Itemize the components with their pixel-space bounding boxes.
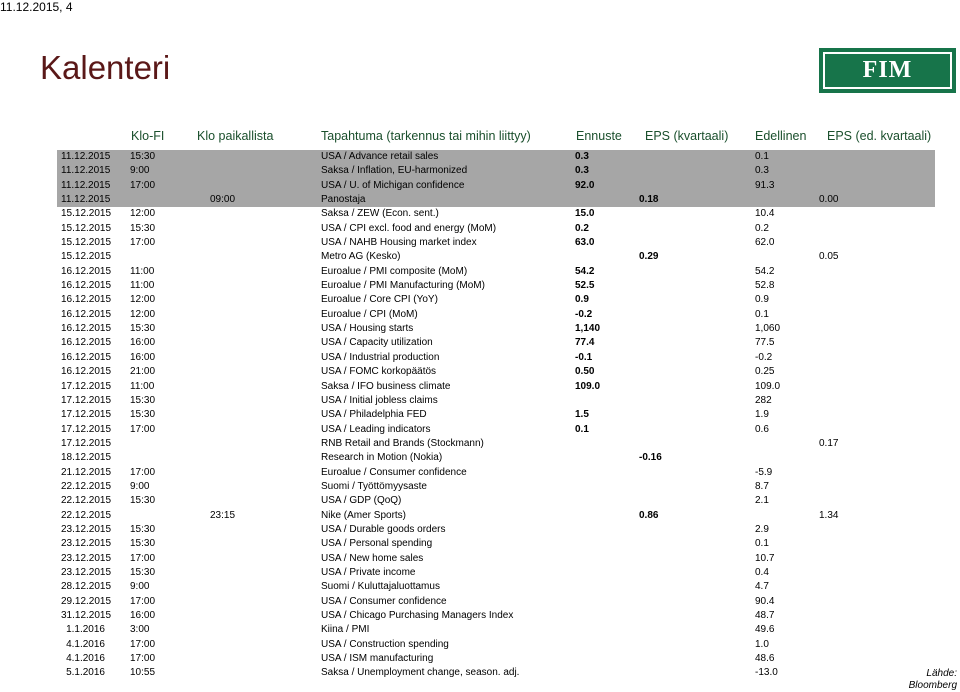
row-event: USA / Housing starts [321,323,414,335]
row-date: 17.12.2015 [61,394,112,406]
row-previous: 90.4 [755,595,775,607]
row-time-fi: 11:00 [130,380,155,392]
header-klo-local: Klo paikallista [197,129,274,143]
row-date: 17.12.2015 [61,437,112,449]
row-previous: 0.9 [755,294,769,306]
row-time-fi: 16:00 [130,337,156,349]
header-eps-prev: EPS (ed. kvartaali) [827,129,932,143]
report-date-tag: 11.12.2015, 4 [0,0,73,14]
table-row [57,638,935,652]
row-forecast: 1.5 [575,409,589,421]
row-previous: 282 [755,394,772,406]
row-date: 21.12.2015 [61,466,112,478]
row-time-fi: 17:00 [130,653,156,665]
row-previous: 52.8 [755,280,775,292]
row-forecast: 1,140 [575,323,601,335]
row-previous: 2.1 [755,495,769,507]
row-event: USA / Advance retail sales [321,151,439,162]
row-forecast: 63.0 [575,237,595,249]
row-time-fi: 10:55 [130,667,156,679]
row-event: USA / Durable goods orders [321,523,446,535]
row-date: 29.12.2015 [61,595,112,607]
row-date: 16.12.2015 [61,351,112,363]
row-event: USA / Leading indicators [321,423,431,435]
row-event: USA / GDP (QoQ) [321,495,402,507]
source-label: Lähde: [926,668,957,679]
row-previous: 1.9 [755,409,769,421]
row-event: Metro AG (Kesko) [321,251,401,263]
table-row [57,365,935,379]
table-row [57,265,935,279]
row-previous: 0.25 [755,366,775,378]
row-time-fi: 17:00 [130,638,156,650]
header-previous: Edellinen [755,129,807,143]
row-event: USA / Chicago Purchasing Managers Index [321,610,514,621]
row-time-fi: 17:00 [130,552,156,564]
row-event: USA / U. of Michigan confidence [321,179,465,191]
row-event: Saksa / Unemployment change, season. adj. [321,667,520,679]
row-previous: 109.0 [755,380,781,392]
row-time-fi: 15:30 [130,394,156,406]
table-row [57,580,935,594]
table-header [0,128,960,144]
row-date: 16.12.2015 [61,366,112,378]
row-previous: 10.4 [755,208,775,220]
row-previous: 0.3 [755,165,769,177]
row-forecast: 0.2 [575,222,589,234]
row-date: 17.12.2015 [61,380,112,392]
row-eps: -0.16 [639,452,662,464]
row-event: USA / Philadelphia FED [321,409,427,421]
table-row [57,423,935,437]
table-row [57,250,935,264]
row-forecast: 77.4 [575,337,595,349]
row-event: USA / Industrial production [321,351,440,363]
row-time-local: 23:15 [210,509,236,521]
row-forecast: 109.0 [575,380,601,392]
row-previous: 48.7 [755,610,775,621]
row-time-fi: 15:30 [130,222,156,234]
table-row [57,293,935,307]
row-previous: 0.6 [755,423,769,435]
row-date: 22.12.2015 [61,495,112,507]
table-row [57,437,935,451]
row-eps: 0.29 [639,251,659,263]
row-date: 11.12.2015 [61,151,111,162]
table-row [57,222,935,236]
row-forecast: 0.50 [575,366,595,378]
row-date: 28.12.2015 [61,581,112,593]
table-row [57,380,935,394]
table-row [57,523,935,537]
row-forecast: 92.0 [575,179,595,191]
row-event: Saksa / ZEW (Econ. sent.) [321,208,439,220]
row-eps-prev: 0.00 [819,194,839,206]
table-row [57,322,935,336]
row-previous: 48.6 [755,653,775,665]
row-previous: 8.7 [755,480,769,492]
table-row [57,236,935,250]
table-row [57,207,935,221]
row-date: 22.12.2015 [61,509,112,521]
row-time-fi: 12:00 [130,294,156,306]
row-date: 16.12.2015 [61,308,112,320]
row-event: Suomi / Työttömyysaste [321,480,427,492]
page-title: Kalenteri [40,49,171,86]
table-row [57,179,935,193]
row-forecast: 0.3 [575,165,589,177]
row-previous: -5.9 [755,466,773,478]
row-time-fi: 17:00 [130,595,156,607]
row-date: 4.1.2016 [66,638,105,650]
row-time-fi: 15:30 [130,495,156,507]
row-date: 15.12.2015 [61,208,112,220]
row-date: 17.12.2015 [61,409,112,421]
table-row [57,652,935,666]
row-date: 1.1.2016 [66,624,105,636]
row-date: 31.12.2015 [61,610,112,621]
row-event: USA / Initial jobless claims [321,394,438,406]
row-previous: 91.3 [755,179,775,191]
row-time-fi: 12:00 [130,308,156,320]
row-time-fi: 17:00 [130,179,156,191]
row-previous: 49.6 [755,624,775,636]
row-time-fi: 9:00 [130,581,150,593]
row-previous: 77.5 [755,337,775,349]
row-date: 16.12.2015 [61,323,112,335]
row-event: Euroalue / Core CPI (YoY) [321,294,438,306]
row-date: 15.12.2015 [61,251,112,263]
fim-logo [819,48,956,93]
row-forecast: 15.0 [575,208,595,220]
row-event: USA / Private income [321,566,416,578]
row-event: Research in Motion (Nokia) [321,452,443,464]
row-event: Nike (Amer Sports) [321,509,407,521]
row-event: Euroalue / Consumer confidence [321,466,467,478]
table-row [57,394,935,408]
table-row [57,351,935,365]
row-date: 23.12.2015 [61,523,112,535]
row-time-fi: 17:00 [130,423,156,435]
row-date: 17.12.2015 [61,423,112,435]
table-row [57,480,935,494]
row-time-fi: 15:30 [130,566,156,578]
row-time-fi: 9:00 [130,480,150,492]
row-forecast: 52.5 [575,280,595,292]
source-name: Bloomberg [908,680,957,691]
row-time-fi: 21:00 [130,366,156,378]
row-date: 15.12.2015 [61,222,112,234]
row-date: 23.12.2015 [61,552,112,564]
table-row [57,537,935,551]
row-forecast: 0.9 [575,294,589,306]
row-forecast: 54.2 [575,265,595,277]
row-forecast: -0.2 [575,308,593,320]
row-event: Euroalue / PMI Manufacturing (MoM) [321,280,485,292]
row-event: Suomi / Kuluttajaluottamus [321,581,440,593]
table-row [57,509,935,523]
row-previous: 4.7 [755,581,769,593]
row-previous: 0.4 [755,566,769,578]
table-row [57,193,935,207]
row-date: 11.12.2015 [61,165,111,177]
row-time-local: 09:00 [210,194,236,206]
row-previous: 0.1 [755,151,769,162]
row-event: Saksa / Inflation, EU-harmonized [321,165,468,177]
row-time-fi: 15:30 [130,409,156,421]
row-time-fi: 12:00 [130,208,156,220]
row-time-fi: 15:30 [130,151,156,162]
row-time-fi: 15:30 [130,523,156,535]
row-forecast: 0.1 [575,423,589,435]
row-time-fi: 11:00 [130,265,155,277]
row-event: RNB Retail and Brands (Stockmann) [321,437,484,449]
row-event: Panostaja [321,194,366,206]
row-date: 11.12.2015 [61,179,111,191]
row-date: 16.12.2015 [61,265,112,277]
row-time-fi: 17:00 [130,466,156,478]
table-row [57,566,935,580]
row-date: 22.12.2015 [61,480,112,492]
row-date: 23.12.2015 [61,566,112,578]
row-date: 15.12.2015 [61,237,112,249]
row-date: 16.12.2015 [61,294,112,306]
row-event: USA / Construction spending [321,638,449,650]
row-date: 18.12.2015 [61,452,112,464]
row-time-fi: 11:00 [130,280,155,292]
row-previous: -0.2 [755,351,773,363]
row-event: Saksa / IFO business climate [321,380,451,392]
row-event: Kiina / PMI [321,624,370,636]
row-event: Euroalue / PMI composite (MoM) [321,265,468,277]
row-eps: 0.86 [639,509,659,521]
row-event: USA / Capacity utilization [321,337,433,349]
row-forecast: 0.3 [575,151,589,162]
row-previous: 10.7 [755,552,775,564]
row-event: USA / Personal spending [321,538,433,550]
table-row [57,150,935,164]
row-time-fi: 15:30 [130,538,156,550]
header-klo-fi: Klo-FI [131,129,165,143]
table-row [57,623,935,637]
row-event: USA / Consumer confidence [321,595,447,607]
row-eps: 0.18 [639,194,659,206]
row-time-fi: 17:00 [130,237,156,249]
row-event: USA / New home sales [321,552,424,564]
row-previous: 62.0 [755,237,775,249]
row-event: USA / FOMC korkopäätös [321,366,437,378]
row-previous: 0.2 [755,222,769,234]
row-eps-prev: 0.05 [819,251,839,263]
header-event: Tapahtuma (tarkennus tai mihin liittyy) [321,129,531,143]
row-event: Euroalue / CPI (MoM) [321,308,418,320]
row-event: USA / ISM manufacturing [321,653,434,665]
table-row [57,408,935,422]
table-row [57,308,935,322]
table-row [57,552,935,566]
row-date: 11.12.2015 [61,194,111,206]
table-row [57,609,935,623]
source-note [903,668,957,692]
table-row [57,494,935,508]
calendar-table [57,150,935,681]
row-previous: 54.2 [755,265,775,277]
row-time-fi: 9:00 [130,165,150,177]
table-row [57,595,935,609]
row-event: USA / CPI excl. food and energy (MoM) [321,222,497,234]
row-date: 16.12.2015 [61,280,112,292]
table-row [57,279,935,293]
row-time-fi: 15:30 [130,323,156,335]
row-date: 4.1.2016 [66,653,105,665]
row-previous: 2.9 [755,523,769,535]
row-date: 16.12.2015 [61,337,112,349]
row-eps-prev: 1.34 [819,509,839,521]
row-eps-prev: 0.17 [819,437,839,449]
header-forecast: Ennuste [576,129,622,143]
row-date: 5.1.2016 [66,667,105,679]
row-previous: 1.0 [755,638,769,650]
row-time-fi: 16:00 [130,610,156,621]
row-previous: 1,060 [755,323,781,335]
logo-text: FIM [823,52,952,89]
table-row [57,164,935,178]
row-previous: 0.1 [755,308,769,320]
row-previous: -13.0 [755,667,778,679]
row-date: 23.12.2015 [61,538,112,550]
table-row [57,466,935,480]
row-forecast: -0.1 [575,351,593,363]
table-row [57,666,935,680]
table-row [57,451,935,465]
header-eps: EPS (kvartaali) [645,129,729,143]
row-event: USA / NAHB Housing market index [321,237,477,249]
row-time-fi: 16:00 [130,351,156,363]
row-previous: 0.1 [755,538,769,550]
table-row [57,336,935,350]
row-time-fi: 3:00 [130,624,150,636]
